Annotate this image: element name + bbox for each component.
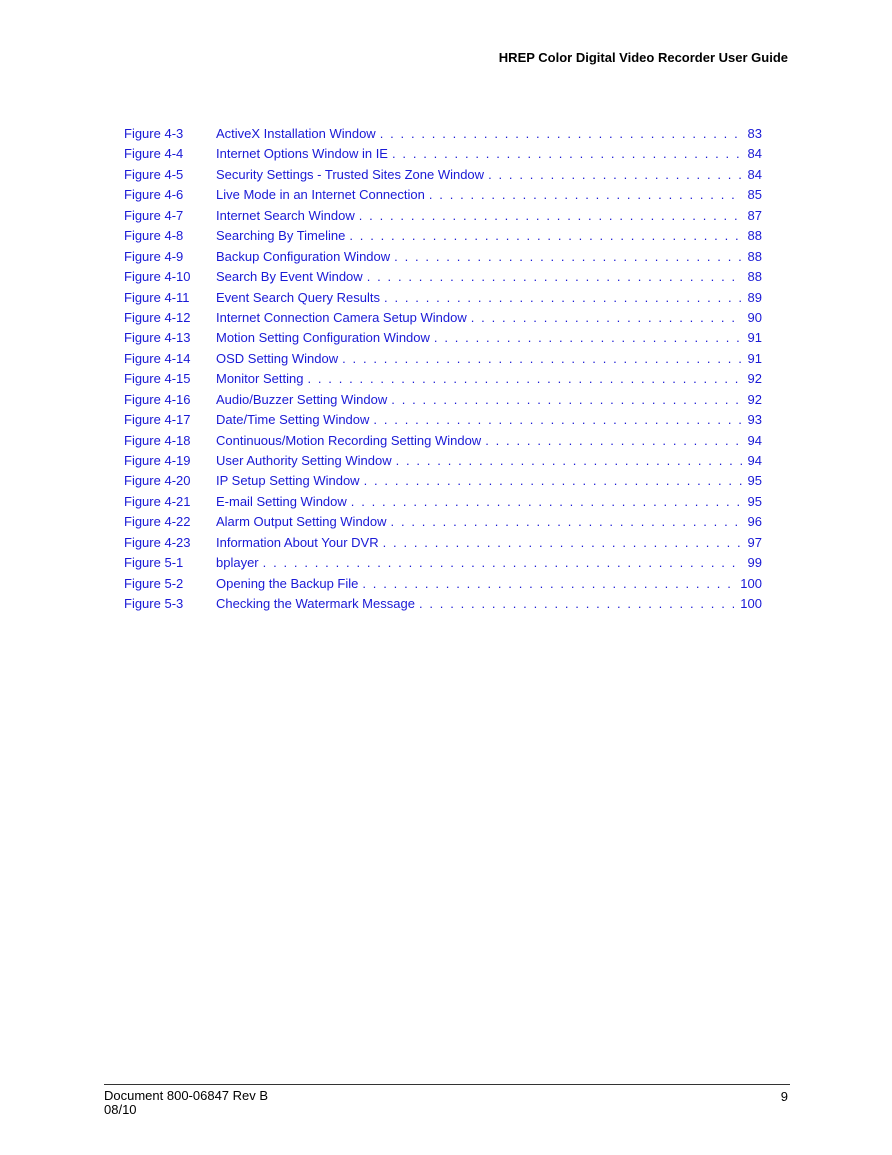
figure-number: Figure 4-21 bbox=[124, 493, 191, 509]
page-reference: 96 bbox=[747, 514, 762, 530]
page-reference: 91 bbox=[747, 350, 762, 366]
toc-entry[interactable] bbox=[124, 249, 762, 269]
page-reference: 91 bbox=[747, 330, 762, 346]
figure-number: Figure 4-4 bbox=[124, 146, 184, 162]
figure-number: Figure 4-13 bbox=[124, 330, 191, 346]
figure-number: Figure 4-14 bbox=[124, 350, 191, 366]
document-number: Document 800-06847 Rev B bbox=[104, 1088, 269, 1103]
dot-leader bbox=[307, 371, 741, 386]
toc-entry[interactable] bbox=[124, 126, 762, 146]
dot-leader bbox=[471, 310, 742, 325]
toc-entry[interactable] bbox=[124, 453, 762, 473]
figure-number: Figure 4-19 bbox=[124, 453, 191, 468]
dot-leader bbox=[367, 269, 742, 284]
page-reference: 88 bbox=[747, 228, 762, 244]
toc-entry[interactable] bbox=[124, 310, 762, 330]
figure-title: Continuous/Motion Recording Setting Window bbox=[216, 432, 482, 448]
page-reference: 97 bbox=[747, 534, 762, 550]
toc-entry[interactable] bbox=[124, 576, 762, 596]
figure-number: Figure 5-1 bbox=[124, 555, 184, 571]
dot-leader bbox=[373, 412, 741, 427]
dot-leader bbox=[349, 228, 741, 243]
figure-title: Event Search Query Results bbox=[216, 289, 381, 305]
page-reference: 92 bbox=[747, 391, 762, 407]
figure-number: Figure 4-11 bbox=[124, 289, 190, 305]
dot-leader bbox=[392, 146, 742, 161]
toc-entry[interactable] bbox=[124, 555, 762, 575]
figure-number: Figure 4-6 bbox=[124, 187, 184, 203]
page-reference: 100 bbox=[740, 575, 762, 591]
footer-divider bbox=[104, 1084, 790, 1085]
page-reference: 94 bbox=[747, 453, 762, 468]
toc-entry[interactable] bbox=[124, 351, 762, 371]
running-header: HREP Color Digital Video Recorder User Guide bbox=[498, 50, 788, 65]
figure-title: Date/Time Setting Window bbox=[216, 412, 370, 428]
page-reference: 89 bbox=[747, 289, 762, 305]
figure-title: Opening the Backup File bbox=[216, 575, 359, 591]
dot-leader bbox=[394, 249, 741, 264]
toc-entry[interactable] bbox=[124, 535, 762, 555]
figure-title: OSD Setting Window bbox=[216, 350, 339, 366]
figure-title: Live Mode in an Internet Connection bbox=[216, 187, 425, 203]
toc-entry[interactable] bbox=[124, 208, 762, 228]
page-reference: 87 bbox=[747, 207, 762, 223]
figure-number: Figure 4-8 bbox=[124, 228, 184, 244]
dot-leader bbox=[429, 187, 742, 202]
dot-leader bbox=[380, 126, 742, 141]
dot-leader bbox=[362, 576, 734, 591]
document-date: 08/10 bbox=[104, 1102, 137, 1117]
figure-title: Monitor Setting bbox=[216, 371, 304, 387]
figure-title: Alarm Output Setting Window bbox=[216, 514, 387, 530]
page-reference: 94 bbox=[747, 432, 762, 448]
figure-title: Searching By Timeline bbox=[216, 228, 346, 244]
list-of-figures bbox=[124, 126, 762, 617]
dot-leader bbox=[263, 555, 742, 570]
dot-leader bbox=[391, 392, 741, 407]
figure-title: Internet Search Window bbox=[216, 207, 355, 223]
toc-entry[interactable] bbox=[124, 473, 762, 493]
figure-number: Figure 4-3 bbox=[124, 126, 184, 141]
figure-number: Figure 5-3 bbox=[124, 596, 184, 612]
toc-entry[interactable] bbox=[124, 167, 762, 187]
toc-entry[interactable] bbox=[124, 514, 762, 534]
page-reference: 88 bbox=[747, 248, 762, 264]
toc-entry[interactable] bbox=[124, 596, 762, 616]
figure-title: User Authority Setting Window bbox=[216, 453, 392, 468]
toc-entry[interactable] bbox=[124, 392, 762, 412]
figure-number: Figure 4-16 bbox=[124, 391, 191, 407]
dot-leader bbox=[384, 290, 742, 305]
footer-document-info bbox=[104, 1089, 268, 1117]
figure-number: Figure 4-5 bbox=[124, 166, 184, 182]
figure-title: bplayer bbox=[216, 555, 259, 571]
toc-entry[interactable] bbox=[124, 187, 762, 207]
dot-leader bbox=[359, 208, 742, 223]
toc-entry[interactable] bbox=[124, 494, 762, 514]
toc-entry[interactable] bbox=[124, 412, 762, 432]
toc-entry[interactable] bbox=[124, 228, 762, 248]
dot-leader bbox=[351, 494, 742, 509]
figure-number: Figure 4-12 bbox=[124, 309, 191, 325]
figure-title: Internet Connection Camera Setup Window bbox=[216, 309, 467, 325]
toc-entry[interactable] bbox=[124, 269, 762, 289]
figure-number: Figure 4-23 bbox=[124, 534, 191, 550]
figure-title: E-mail Setting Window bbox=[216, 493, 347, 509]
toc-entry[interactable] bbox=[124, 146, 762, 166]
figure-number: Figure 4-22 bbox=[124, 514, 191, 530]
page-reference: 93 bbox=[747, 412, 762, 428]
figure-number: Figure 4-9 bbox=[124, 248, 184, 264]
page-reference: 84 bbox=[747, 166, 762, 182]
page-reference: 95 bbox=[747, 493, 762, 509]
dot-leader bbox=[396, 453, 742, 468]
figure-title: Checking the Watermark Message bbox=[216, 596, 415, 612]
figure-title: Search By Event Window bbox=[216, 269, 363, 285]
figure-number: Figure 4-17 bbox=[124, 412, 191, 428]
page-reference: 100 bbox=[740, 596, 762, 612]
dot-leader bbox=[488, 167, 741, 182]
toc-entry[interactable] bbox=[124, 330, 762, 350]
figure-number: Figure 4-10 bbox=[124, 269, 191, 285]
page-reference: 85 bbox=[747, 187, 762, 203]
page-reference: 84 bbox=[747, 146, 762, 162]
dot-leader bbox=[342, 351, 741, 366]
page-reference: 83 bbox=[747, 126, 762, 141]
figure-title: Internet Options Window in IE bbox=[216, 146, 388, 162]
figure-title: Motion Setting Configuration Window bbox=[216, 330, 430, 346]
figure-title: Audio/Buzzer Setting Window bbox=[216, 391, 388, 407]
page-reference: 90 bbox=[747, 309, 762, 325]
figure-number: Figure 4-15 bbox=[124, 371, 191, 387]
figure-title: Information About Your DVR bbox=[216, 534, 379, 550]
toc-entry[interactable] bbox=[124, 371, 762, 391]
figure-number: Figure 5-2 bbox=[124, 575, 184, 591]
dot-leader bbox=[434, 330, 742, 345]
figure-number: Figure 4-7 bbox=[124, 207, 184, 223]
dot-leader bbox=[391, 514, 742, 529]
page-reference: 92 bbox=[747, 371, 762, 387]
page-number: 9 bbox=[780, 1089, 788, 1104]
dot-leader bbox=[419, 596, 734, 611]
figure-number: Figure 4-20 bbox=[124, 473, 191, 489]
dot-leader bbox=[485, 433, 741, 448]
figure-title: ActiveX Installation Window bbox=[216, 126, 376, 141]
toc-entry[interactable] bbox=[124, 290, 762, 310]
page-reference: 99 bbox=[747, 555, 762, 571]
figure-number: Figure 4-18 bbox=[124, 432, 191, 448]
dot-leader bbox=[383, 535, 742, 550]
page-reference: 95 bbox=[747, 473, 762, 489]
page-reference: 88 bbox=[747, 269, 762, 285]
figure-title: Security Settings - Trusted Sites Zone Window bbox=[216, 166, 485, 182]
toc-entry[interactable] bbox=[124, 433, 762, 453]
figure-title: IP Setup Setting Window bbox=[216, 473, 360, 489]
figure-title: Backup Configuration Window bbox=[216, 248, 391, 264]
dot-leader bbox=[364, 473, 742, 488]
